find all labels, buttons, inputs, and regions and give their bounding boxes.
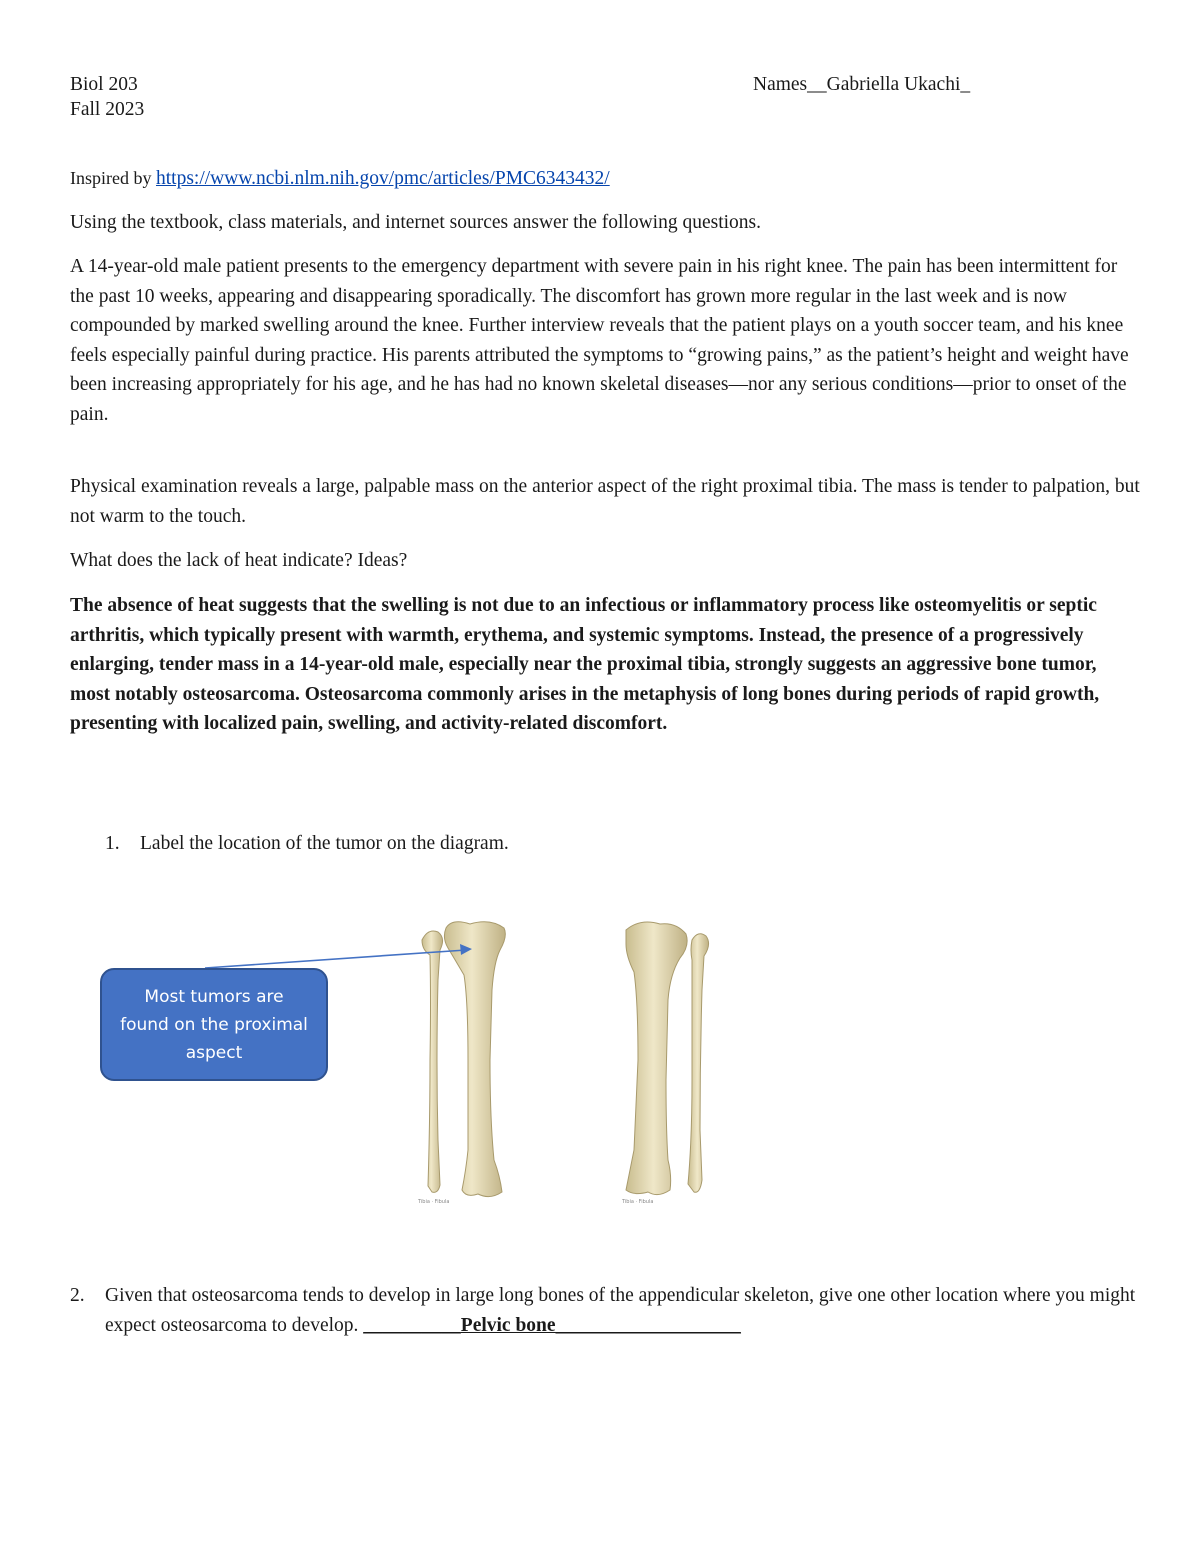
- term-label: Fall 2023: [70, 99, 145, 120]
- left-fibula: [422, 931, 443, 1192]
- question-2-answer: Pelvic bone: [460, 1314, 556, 1336]
- question-2-number: 2.: [70, 1285, 85, 1306]
- question-heat: What does the lack of heat indicate? Ideas?: [70, 550, 408, 571]
- instructions: Using the textbook, class materials, and internet sources answer the following questions.: [70, 212, 762, 233]
- question-1-number: 1.: [105, 833, 120, 854]
- course-label: Biol 203: [70, 74, 138, 95]
- question-1-text: Label the location of the tumor on the diagram.: [140, 833, 509, 854]
- exam-findings: Physical examination reveals a large, palpable mass on the anterior aspect of the right proximal tibia. The mass is tender to palpation, but not warm to the touch.: [70, 476, 1140, 527]
- caption-right: Tibia · Fibula: [622, 1199, 654, 1205]
- right-tibia: [626, 922, 687, 1195]
- source-link[interactable]: https://www.ncbi.nlm.nih.gov/pmc/articles/PMC6343432/: [155, 168, 610, 189]
- answer-blank-before: __________: [363, 1314, 461, 1336]
- answer-blank-after: ___________________: [555, 1314, 741, 1336]
- tumor-callout: [100, 968, 328, 1081]
- question-2: [105, 1281, 1140, 1340]
- caption-left: Tibia · Fibula: [418, 1199, 450, 1205]
- right-fibula: [688, 934, 709, 1193]
- case-description: A 14-year-old male patient presents to the emergency department with severe pain in his right knee. The pain has been intermittent for the past 10 weeks, appearing and disappearing sporadically. The discomfort has grown more regular in the last week and is now compounded by marked swelling around the knee. Further interview reveals that the patient plays on a youth soccer team, and his knee feels especially painful during practice. His parents attributed the symptoms to “growing pains,” as the patient’s height and weight have been increasing appropriately for his age, and he has had no known skeletal diseases—nor any serious conditions—prior to onset of the pain.: [70, 256, 1129, 425]
- left-tibia: [444, 922, 505, 1197]
- question-2-text: Given that osteosarcoma tends to develop in large long bones of the appendicular skeleton, give one other location where you might expect osteosarcoma to develop.: [105, 1285, 1136, 1336]
- student-names: Names__Gabriella Ukachi_: [753, 74, 971, 95]
- callout-text: Most tumors are found on the proximal aspect: [120, 986, 308, 1063]
- callout-arrow: [205, 950, 466, 968]
- source-prefix: Inspired by: [70, 168, 156, 188]
- answer-heat: The absence of heat suggests that the swelling is not due to an infectious or inflammatory process like osteomyelitis or septic arthritis, which typically present with warmth, erythema, and systemic symptoms. Instead, the presence of a progressively enlarging, tender mass in a 14-year-old male, especially near the proximal tibia, strongly suggests an aggressive bone tumor, most notably osteosarcoma. Osteosarcoma commonly arises in the metaphysis of long bones during periods of rapid growth, presenting with localized pain, swelling, and activity-related discomfort.: [70, 595, 1100, 734]
